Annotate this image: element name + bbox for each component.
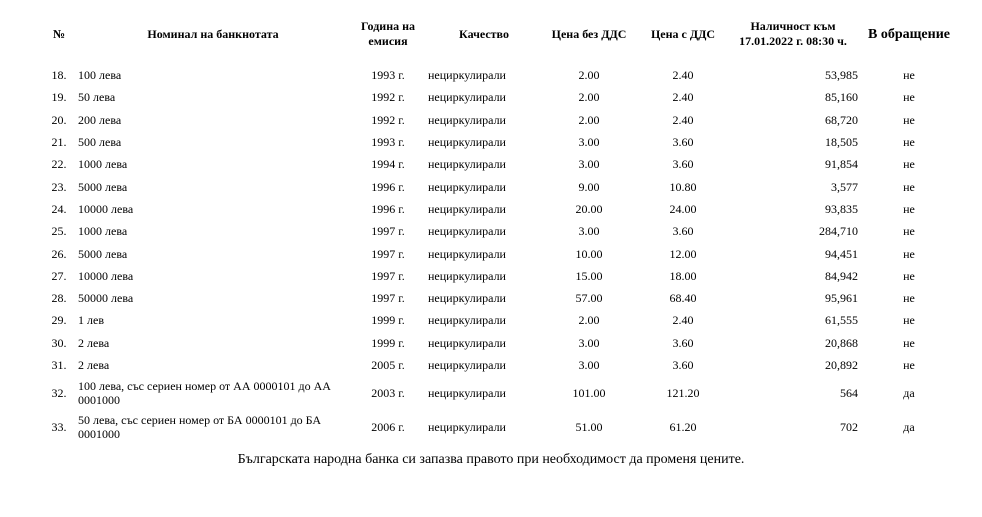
table-body [40, 54, 960, 444]
in-circulation-cell: не [903, 268, 915, 283]
quality-cell: нециркулирали [428, 246, 506, 261]
emission-year-cell: 1997 г. [371, 246, 405, 261]
quality-cell: нециркулирали [428, 90, 506, 105]
emission-year-cell: 1994 г. [371, 157, 405, 172]
availability-cell: 3,577 [831, 179, 858, 194]
quality-cell: нециркулирали [428, 157, 506, 172]
emission-year-cell: 1997 г. [371, 291, 405, 306]
table-row [40, 175, 960, 197]
price-no-vat-cell: 51.00 [575, 420, 603, 435]
header-year-line2: емисия [368, 34, 408, 48]
price-no-vat-cell: 2.00 [578, 112, 600, 127]
banknote-nominal-cell: 1 лев [78, 313, 104, 328]
availability-cell: 91,854 [825, 157, 858, 172]
header-quality: Качество [459, 26, 509, 41]
emission-year-cell: 1996 г. [371, 201, 405, 216]
header-avail-line1: Наличност към [750, 19, 836, 33]
quality-cell: нециркулирали [428, 68, 506, 83]
row-number-cell: 31. [51, 358, 67, 372]
row-number-cell: 28. [51, 291, 67, 306]
header-year-line1: Година на [360, 19, 416, 33]
row-number-cell: 20. [51, 112, 67, 127]
price-with-vat-cell: 2.40 [672, 68, 694, 83]
in-circulation-cell: да [903, 420, 915, 435]
quality-cell: нециркулирали [428, 268, 506, 283]
row-number-cell: 23. [51, 179, 67, 194]
emission-year-cell: 2003 г. [371, 386, 405, 401]
banknote-nominal-cell: 50 лева, със сериен номер от БА 0000101 до БА 0001000 [78, 413, 322, 442]
quality-cell: нециркулирали [428, 224, 506, 239]
availability-cell: 93,835 [825, 201, 858, 216]
availability-cell: 20,868 [825, 335, 858, 350]
in-circulation-cell: не [903, 135, 915, 150]
table-row [40, 265, 960, 287]
availability-cell: 20,892 [825, 358, 858, 372]
row-number-cell: 27. [51, 268, 67, 283]
price-with-vat-cell: 10.80 [669, 179, 697, 194]
emission-year-cell: 1997 г. [371, 268, 405, 283]
banknote-nominal-cell: 1000 лева [78, 224, 128, 239]
table-row [40, 131, 960, 153]
header-avail-line2: 17.01.2022 г. 08:30 ч. [739, 34, 847, 48]
footer-note: Българската народна банка си запазва правото при необходимост да променя цените. [237, 452, 745, 467]
table-row [40, 354, 960, 376]
banknote-nominal-cell: 50 лева [78, 90, 116, 105]
price-no-vat-cell: 101.00 [572, 386, 606, 401]
table-row [40, 220, 960, 242]
availability-cell: 564 [840, 386, 858, 401]
banknote-nominal-cell: 2 лева [78, 335, 110, 350]
availability-cell: 84,942 [825, 268, 858, 283]
price-with-vat-cell: 3.60 [672, 358, 694, 372]
price-with-vat-cell: 2.40 [672, 313, 694, 328]
in-circulation-cell: да [903, 386, 915, 401]
availability-cell: 53,985 [825, 68, 858, 83]
price-with-vat-cell: 2.40 [672, 90, 694, 105]
header-status: В обращение [867, 26, 950, 42]
price-with-vat-cell: 68.40 [669, 291, 697, 306]
emission-year-cell: 1999 г. [371, 313, 405, 328]
spacer-row [40, 54, 960, 64]
in-circulation-cell: не [903, 224, 915, 239]
price-no-vat-cell: 3.00 [578, 358, 600, 372]
price-no-vat-cell: 2.00 [578, 90, 600, 105]
row-number-cell: 29. [51, 313, 67, 328]
row-number-cell: 32. [51, 386, 67, 401]
table-row [40, 332, 960, 354]
price-with-vat-cell: 24.00 [669, 201, 697, 216]
quality-cell: нециркулирали [428, 291, 506, 306]
price-no-vat-cell: 3.00 [578, 335, 600, 350]
price-no-vat-cell: 15.00 [575, 268, 603, 283]
price-with-vat-cell: 12.00 [669, 246, 697, 261]
header-price-no-vat: Цена без ДДС [551, 26, 627, 41]
emission-year-cell: 2006 г. [371, 420, 405, 435]
row-number-cell: 18. [51, 68, 67, 83]
banknote-nominal-cell: 1000 лева [78, 157, 128, 172]
emission-year-cell: 1996 г. [371, 179, 405, 194]
emission-year-cell: 1992 г. [371, 90, 405, 105]
in-circulation-cell: не [903, 157, 915, 172]
table-row [40, 287, 960, 309]
table-row [40, 64, 960, 86]
banknote-nominal-cell: 5000 лева [78, 246, 128, 261]
row-number-cell: 25. [51, 224, 67, 239]
table-row [40, 153, 960, 175]
availability-cell: 85,160 [825, 90, 858, 105]
in-circulation-cell: не [903, 246, 915, 261]
price-with-vat-cell: 3.60 [672, 224, 694, 239]
emission-year-cell: 1997 г. [371, 224, 405, 239]
quality-cell: нециркулирали [428, 135, 506, 150]
header-nominal: Номинал на банкнотата [147, 26, 279, 41]
emission-year-cell: 1993 г. [371, 68, 405, 83]
in-circulation-cell: не [903, 68, 915, 83]
row-number-cell: 19. [51, 90, 67, 105]
quality-cell: нециркулирали [428, 313, 506, 328]
quality-cell: нециркулирали [428, 358, 506, 372]
price-with-vat-cell: 2.40 [672, 112, 694, 127]
price-with-vat-cell: 61.20 [669, 420, 697, 435]
availability-cell: 702 [840, 420, 858, 435]
price-no-vat-cell: 57.00 [575, 291, 603, 306]
header-row [40, 14, 960, 54]
header-price-vat: Цена с ДДС [650, 26, 716, 41]
quality-cell: нециркулирали [428, 179, 506, 194]
quality-cell: нециркулирали [428, 386, 506, 401]
banknote-nominal-cell: 200 лева [78, 112, 122, 127]
table-row [40, 198, 960, 220]
price-no-vat-cell: 2.00 [578, 68, 600, 83]
price-with-vat-cell: 18.00 [669, 268, 697, 283]
row-number-cell: 26. [51, 246, 67, 261]
in-circulation-cell: не [903, 201, 915, 216]
price-with-vat-cell: 3.60 [672, 135, 694, 150]
in-circulation-cell: не [903, 335, 915, 350]
emission-year-cell: 1993 г. [371, 135, 405, 150]
emission-year-cell: 2005 г. [371, 358, 405, 372]
banknote-nominal-cell: 100 лева, със сериен номер от АА 0000101 до АА 0001000 [78, 379, 331, 408]
row-number-cell: 21. [51, 135, 67, 150]
banknote-nominal-cell: 10000 лева [78, 201, 134, 216]
emission-year-cell: 1999 г. [371, 335, 405, 350]
table-row [40, 242, 960, 264]
table-row [40, 109, 960, 131]
price-no-vat-cell: 10.00 [575, 246, 603, 261]
banknote-nominal-cell: 2 лева [78, 358, 110, 372]
table-header [40, 14, 960, 54]
table-row [40, 410, 960, 444]
price-no-vat-cell: 9.00 [578, 179, 600, 194]
banknote-nominal-cell: 500 лева [78, 135, 122, 150]
in-circulation-cell: не [903, 179, 915, 194]
table-row [40, 309, 960, 331]
in-circulation-cell: не [903, 358, 915, 372]
price-no-vat-cell: 2.00 [578, 313, 600, 328]
banknote-price-table [40, 14, 960, 444]
availability-cell: 284,710 [819, 224, 858, 239]
header-availability [728, 14, 858, 54]
in-circulation-cell: не [903, 313, 915, 328]
row-number-cell: 30. [51, 335, 67, 350]
quality-cell: нециркулирали [428, 201, 506, 216]
price-with-vat-cell: 3.60 [672, 335, 694, 350]
price-with-vat-cell: 3.60 [672, 157, 694, 172]
banknote-nominal-cell: 10000 лева [78, 268, 134, 283]
price-with-vat-cell: 121.20 [666, 386, 700, 401]
header-year [348, 14, 428, 54]
availability-cell: 68,720 [825, 112, 858, 127]
availability-cell: 94,451 [825, 246, 858, 261]
row-number-cell: 33. [51, 420, 67, 435]
header-num: № [52, 26, 66, 41]
in-circulation-cell: не [903, 291, 915, 306]
table-row [40, 86, 960, 108]
price-no-vat-cell: 3.00 [578, 157, 600, 172]
quality-cell: нециркулирали [428, 335, 506, 350]
in-circulation-cell: не [903, 90, 915, 105]
banknote-nominal-cell: 50000 лева [78, 291, 134, 306]
table-row [40, 376, 960, 410]
banknote-nominal-cell: 100 лева [78, 68, 122, 83]
availability-cell: 61,555 [825, 313, 858, 328]
availability-cell: 95,961 [825, 291, 858, 306]
row-number-cell: 24. [51, 201, 67, 216]
availability-cell: 18,505 [825, 135, 858, 150]
price-no-vat-cell: 20.00 [575, 201, 603, 216]
quality-cell: нециркулирали [428, 112, 506, 127]
quality-cell: нециркулирали [428, 420, 506, 435]
emission-year-cell: 1992 г. [371, 112, 405, 127]
in-circulation-cell: не [903, 112, 915, 127]
price-no-vat-cell: 3.00 [578, 135, 600, 150]
price-no-vat-cell: 3.00 [578, 224, 600, 239]
row-number-cell: 22. [51, 157, 67, 172]
banknote-nominal-cell: 5000 лева [78, 179, 128, 194]
